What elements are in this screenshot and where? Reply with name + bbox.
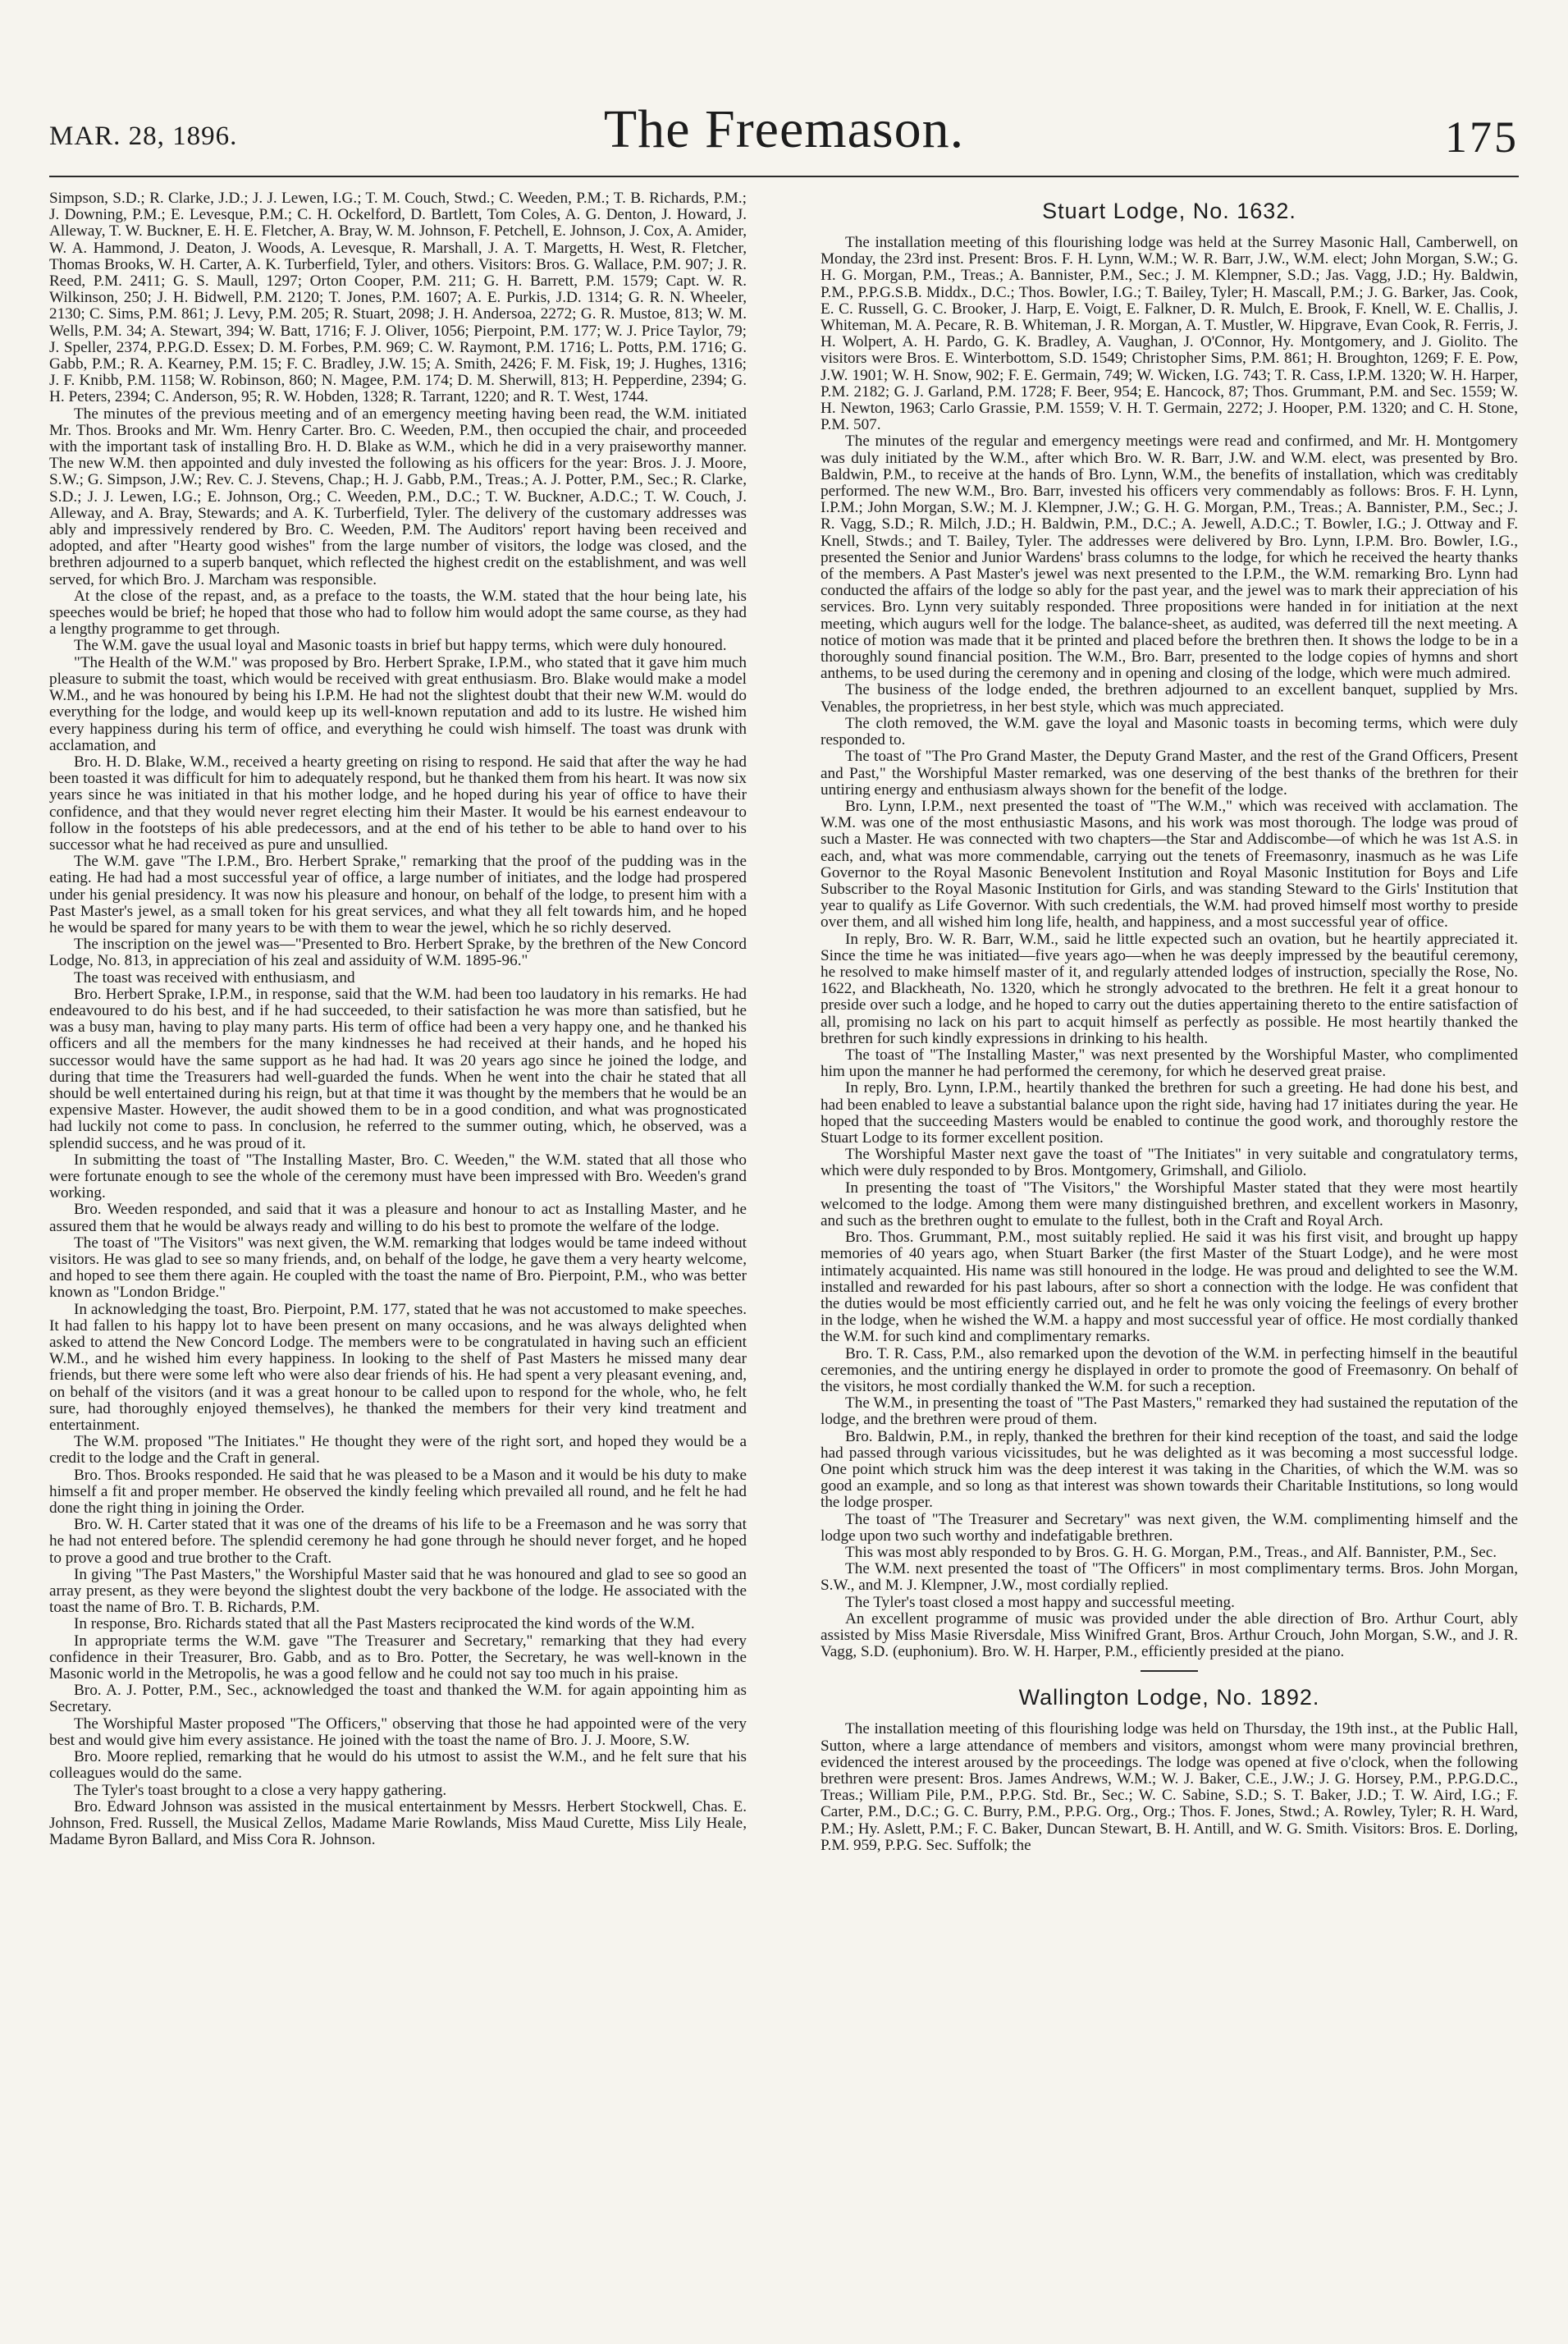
paragraph: Bro. Herbert Sprake, I.P.M., in response, said that the W.M. had been too laudatory in his remarks. He had endeavoured to do his best, and if he had succeeded, to their satisfaction he was more than satisfied, but he was a busy man, having to play many parts. His term of office had been a very happy one, and he thanked his officers and all the members for the many kindnesses he had received at their hands, and he hoped his successor would have the same support as he had had. It was 20 years ago since he joined the lodge, and during that time the Treasurers had well-guarded the funds. When he went into the chair he stated that all should be well entertained during his reign, but at that time it was thought by the members that he would be an expensive Master. However, the audit showed them to be in a good condition, and what was prognosticated had luckily not come to pass. In conclusion, he referred to the summer outing, which, he observed, was a splendid success, and he was proud of it. — [49, 985, 747, 1152]
paragraph: At the close of the repast, and, as a preface to the toasts, the W.M. stated that the hour being late, his speeches would be brief; he hoped that those who had to follow him would adopt the same course, as they had a lengthy programme to get through. — [49, 587, 747, 639]
paragraph: The installation meeting of this flourishing lodge was held at the Surrey Masonic Hall, Camberwell, on Monday, the 23rd inst. Present: Bros. F. H. Lynn, W.M.; W. R. Barr, J.W., W.M. elect; John Morgan, S.W.; G. H. G. Morgan, P.M., Treas.; A. Bannister, P.M., Sec.; J. M. Klempner, S.D.; Jas. Vagg, J.D.; Hy. Baldwin, P.M., P.P.G.S.B. Middx., D.C.; Thos. Bowler, I.G.; T. Bailey, Tyler; H. Mascall, P.M.; J. G. Barker, Jas. Cook, E. C. Russell, G. C. Brooker, J. Harp, E. Voigt, E. Falkner, D. R. Mulch, E. Brook, F. Knell, W. E. Challis, J. Whiteman, M. A. Pecare, R. B. Whiteman, J. R. Morgan, A. T. Mustler, W. Hipgrave, Evan Cook, R. Ferris, J. H. Wolpert, A. H. Pardo, G. K. Bradley, A. Vaughan, J. O'Connor, Hy. Montgomery, and J. Giolito. The visitors were Bros. E. Winterbottom, S.D. 1549; Christopher Sims, P.M. 861; H. Broughton, 1269; F. E. Pow, J.W. 1901; W. H. Snow, 902; F. E. Germain, 749; W. Wicken, I.G. 743; T. R. Cass, I.P.M. 1320; W. H. Harper, P.M. 2182; G. J. Garland, P.M. 1728; F. Beer, 954; E. Hancock, 87; Thos. Grummant, P.M. and Sec. 1559; W. H. Newton, 1963; Carlo Grassie, P.M. 1559; V. H. T. Germain, 2272; J. Hooper, P.M. 1320; and C. H. Stone, P.M. 507. — [821, 234, 1518, 434]
paragraph: The minutes of the regular and emergency meetings were read and confirmed, and Mr. H. Montgomery was duly initiated by the W.M., after which Bro. W. R. Barr, J.W. and W.M. elect, was presented by Bro. Baldwin, P.M., to receive at the hands of Bro. Lynn, W.M., the benefits of installation, which was creditably performed. The new W.M., Bro. Barr, invested his officers very commendably as follows: Bros. F. H. Lynn, I.P.M.; John Morgan, S.W.; M. J. Klempner, J.W.; G. H. G. Morgan, P.M., Treas.; A. Bannister, P.M., Sec.; J. R. Vagg, S.D.; R. Milch, J.D.; H. Baldwin, P.M., D.C.; A. Jewell, A.D.C.; T. Bowler, I.G.; J. Ottway and F. Knell, Stwds.; and T. Bailey, Tyler. The addresses were delivered by Bro. Lynn, I.P.M. Bro. Bowler, I.G., presented the Senior and Junior Wardens' brass columns to the lodge, for which he received the hearty thanks of the members. A Past Master's jewel was next presented to the I.P.M., the W.M. remarking Bro. Lynn had conducted the affairs of the lodge so ably for the past year, and the jewel was to mark their appreciation of his services. Bro. Lynn very suitably responded. Three propositions were handed in for initiation at the next meeting, which augurs well for the lodge. The balance-sheet, as audited, was deferred till the next meeting. A notice of motion was made that it be printed and placed before the brethren then. It shows the lodge to be in a thoroughly sound financial position. The W.M., Bro. Barr, presented to the lodge copies of hymns and short anthems, to be used during the ceremony and in opening and closing of the lodge, which were much admired. — [821, 433, 1518, 683]
paragraph: The inscription on the jewel was—"Presented to Bro. Herbert Sprake, by the brethren of the New Concord Lodge, No. 813, in appreciation of his zeal and assiduity of W.M. 1895-96." — [49, 936, 747, 970]
paragraph: The toast of "The Pro Grand Master, the Deputy Grand Master, and the rest of the Grand Officers, Present and Past," the Worshipful Master remarked, was one deserving of the best thanks of the brethren for their untiring energy and enthusiasm always shown for the benefit of the lodge. — [821, 748, 1518, 799]
paragraph: Bro. Weeden responded, and said that it was a pleasure and honour to act as Installing Master, and he assured them that he would be always ready and willing to do his best to promote the welfare of the lodge. — [49, 1201, 747, 1235]
paragraph: The Tyler's toast closed a most happy and successful meeting. — [845, 1593, 1235, 1611]
paragraph: The cloth removed, the W.M. gave the loyal and Masonic toasts in becoming terms, which were duly responded to. — [821, 714, 1518, 749]
paragraph: In reply, Bro. Lynn, I.P.M., heartily thanked the brethren for such a greeting. He had done his best, and had been enabled to leave a substantial balance upon the right side, having had 17 initiates during the year. He hoped that the succeeding Masters would be enabled to continue the good work, and thoroughly restore the Stuart Lodge to its former excellent position. — [821, 1079, 1518, 1147]
paragraph: The toast of "The Visitors" was next given, the W.M. remarking that lodges would be tame indeed without visitors. He was glad to see so many friends, and, on behalf of the lodge, he gave them a very hearty welcome, and hoped to see them there again. He coupled with the toast the name of Bro. Pierpoint, P.M., who was better known as "London Bridge." — [49, 1234, 747, 1302]
paragraph: In acknowledging the toast, Bro. Pierpoint, P.M. 177, stated that he was not accustomed to make speeches. It had fallen to his happy lot to have been present on many occasions, and he was always delighted when asked to attend the New Concord Lodge. The members were to be congratulated in having such an efficient W.M., and he wished him every happiness. In looking to the shelf of Past Masters he missed many dear friends, but there were some left who were also dear friends of his. He had spent a very pleasant evening, and, on behalf of the visitors (and it was a great honour to be called upon to respond for the whole, who, he felt sure, had thoroughly enjoyed themselves), he thanked the members for their very kind treatment and entertainment. — [49, 1300, 747, 1435]
page-number: 175 — [1445, 112, 1519, 162]
paragraph: The W.M. gave "The I.P.M., Bro. Herbert Sprake," remarking that the proof of the pudding was in the eating. He had had a most successful year of office, a large number of initiates, and the lodge had prospered under his genial presidency. It was now his pleasure and honour, on behalf of the lodge, to present him with a Past Master's jewel, as a small token for his great services, and what they all felt towards him, and he hoped he would be spared for many years to be with them to wear the jewel, which he so richly deserved. — [49, 853, 747, 936]
right-column — [821, 190, 1518, 1854]
left-column — [49, 190, 747, 1848]
paragraph: The installation meeting of this flourishing lodge was held on Thursday, the 19th inst., at the Public Hall, Sutton, where a large attendance of members and visitors, amongst whom were many provincial brethren, evidenced the interest aroused by the proceedings. The lodge was opened at five o'clock, when the following brethren were present: Bros. James Andrews, W.M.; W. J. Baker, C.E., J.W.; J. G. Horsey, P.M., P.P.G.D.C., Treas.; William Pile, P.M., P.P.G. Std. Br., Sec.; W. C. Sabine, S.D.; S. T. Baker, J.D.; T. W. Aird, I.G.; F. Carter, P.M., D.C.; G. C. Burry, P.M., P.P.G. Org., Org.; Thos. F. Jones, Stwd.; A. Rowley, Tyler; R. H. Ward, P.M.; Hy. Aslett, P.M.; F. C. Baker, Duncan Stewart, B. H. Antill, and W. G. Smith. Visitors: Bros. E. Dorling, P.M. 959, P.P.G. Sec. Suffolk; the — [821, 1720, 1518, 1854]
paragraph: Simpson, S.D.; R. Clarke, J.D.; J. J. Lewen, I.G.; T. M. Couch, Stwd.; C. Weeden, P.M.; T. B. Richards, P.M.; J. Downing, P.M.; E. Levesque, P.M.; C. H. Ockelford, D. Bartlett, Tom Coles, A. G. Denton, J. Howard, J. Alleway, T. W. Buckner, E. H. E. Fletcher, A. Bray, W. M. Johnson, F. Petchell, E. Johnson, J. Cox, A. Amider, W. A. Hammond, J. Deaton, J. Woods, A. Levesque, R. Marshall, J. A. T. Margetts, H. West, R. Fletcher, Thomas Brooks, W. H. Carter, A. K. Turberfield, Tyler, and others. Visitors: Bros. G. Wallace, P.M. 907; J. R. Reed, P.M. 2411; G. S. Maull, 1297; Orton Cooper, P.M. 211; G. H. Barrett, P.M. 1579; Capt. W. R. Wilkinson, 250; J. H. Bidwell, P.M. 2120; T. Jones, P.M. 1607; A. E. Purkis, J.D. 1314; G. R. N. Wheeler, 2130; C. Sims, P.M. 861; J. Levy, P.M. 205; R. Stuart, 2098; J. H. Andersoa, 2272; G. R. Mustoe, 813; W. M. Wells, P.M. 34; A. Stewart, 394; W. Batt, 1716; F. J. Oliver, 1056; Pierpoint, P.M. 177; W. J. Price Taylor, 79; J. Speller, 2374, P.P.G.D. Essex; D. M. Forbes, P.M. 969; C. W. Raymont, P.M. 1716; L. Potts, P.M. 1716; G. Gabb, P.M.; R. A. Kearney, P.M. 15; F. C. Bradley, J.W. 15; A. Smith, 2426; F. M. Fisk, 19; J. Hughes, 1316; J. F. Knibb, P.M. 1158; W. Robinson, 860; N. Magee, P.M. 174; D. M. Sherwill, 813; H. Pepperdine, 2394; G. H. Peters, 2394; C. Anderson, 95; R. W. Hobden, 1328; R. Tarrant, 1220; and R. T. West, 1744. — [49, 190, 747, 406]
paragraph: The Worshipful Master next gave the toast of "The Initiates" in very suitable and congratulatory terms, which were duly responded to by Bros. Montgomery, Grimshall, and Giliolo. — [821, 1146, 1518, 1180]
paragraph: The business of the lodge ended, the brethren adjourned to an excellent banquet, supplied by Mrs. Venables, the proprietress, in her best style, which was much appreciated. — [821, 681, 1518, 716]
paragraph: The W.M. next presented the toast of "The Officers" in most complimentary terms. Bros. John Morgan, S.W., and M. J. Klempner, J.W., most cordially replied. — [821, 1560, 1518, 1595]
paragraph: Bro. Baldwin, P.M., in reply, thanked the brethren for their kind reception of the toast, and said the lodge had passed through various vicissitudes, but he was delighted as it was becoming a most successful lodge. One point which struck him was the deep interest it was taking in the Charities, of which the W.M. was so good an example, and so long as that interest was shown towards their Charitable Institutions, so long would the lodge prosper. — [821, 1427, 1518, 1512]
paragraph: The W.M., in presenting the toast of "The Past Masters," remarked they had sustained the reputation of the lodge, and the brethren were proud of them. — [821, 1394, 1518, 1429]
paragraph: The Tyler's toast brought to a close a very happy gathering. — [74, 1781, 447, 1799]
paragraph: The minutes of the previous meeting and of an emergency meeting having been read, the W.M. initiated Mr. Thos. Brooks and Mr. Wm. Henry Carter. Bro. C. Weeden, P.M., then occupied the chair, and proceeded with the important task of installing Bro. H. D. Blake as W.M., which he did in a very praiseworthy manner. The new W.M. then appointed and duly invested the following as his officers for the year: Bros. J. J. Moore, S.W.; G. Simpson, J.W.; Rev. C. J. Stevens, Chap.; H. J. Gabb, P.M., Treas.; A. J. Potter, P.M., Sec.; R. Clarke, S.D.; J. J. Lewen, I.G.; E. Johnson, Org.; C. Weeden, P.M., D.C.; T. W. Buckner, A.D.C.; T. W. Couch, J. Alleway, and A. Bray, Stewards; and A. K. Turberfield, Tyler. The delivery of the customary addresses was ably and impressively rendered by Bro. C. Weeden, P.M. The Auditors' report having been received and adopted, and after "Hearty good wishes" from the large number of visitors, the lodge was closed, and the brethren adjourned to a superb banquet, which reflected the highest credit on the establishment, and was well served, for which Bro. J. Marcham was responsible. — [49, 405, 747, 588]
paragraph: In appropriate terms the W.M. gave "The Treasurer and Secretary," remarking that they had every confidence in their Treasurer, Bro. Gabb, and as to Bro. Potter, the Secretary, he was well-known in the Masonic world in the Metropolis, he was a good fellow and he could not say too much in his praise. — [49, 1632, 747, 1683]
paragraph: Bro. A. J. Potter, P.M., Sec., acknowledged the toast and thanked the W.M. for again appointing him as Secretary. — [49, 1682, 747, 1716]
section-divider — [1141, 1670, 1198, 1672]
issue-date: MAR. 28, 1896. — [49, 121, 238, 151]
paragraph: Bro. T. R. Cass, P.M., also remarked upon the devotion of the W.M. in perfecting himself in the beautiful ceremonies, and the untiring energy he displayed in order to promote the good of Freemasonry. On behalf of the visitors, he most cordially thanked the W.M. for such a reception. — [821, 1344, 1518, 1396]
masthead-rule — [49, 176, 1519, 177]
paragraph: The toast of "The Treasurer and Secretary" was next given, the W.M. complimenting himself and the lodge upon two such worthy and indefatigable brethren. — [821, 1510, 1518, 1545]
wallington-lodge-heading: Wallington Lodge, No. 1892. — [1018, 1685, 1320, 1710]
paragraph: Bro. Moore replied, remarking that he would do his utmost to assist the W.M., and he felt sure that his colleagues would do the same. — [49, 1748, 747, 1783]
paragraph: Bro. Thos. Grummant, P.M., most suitably replied. He said it was his first visit, and brought up happy memories of 40 years ago, when Stuart Barker (the first Master of the Stuart Lodge), and he were most intimately acquainted. His name was still honoured in the lodge. He was proud and delighted to see the W.M. installed and rewarded for his past labours, after so short a connection with the lodge. He was confident that the duties would be most efficiently carried out, and he felt he was only voicing the feelings of every brother in the lodge, when he wished the W.M. a happy and most successful year of office. He most cordially thanked the W.M. for such kind and complimentary remarks. — [821, 1229, 1518, 1346]
paragraph: The toast of "The Installing Master," was next presented by the Worshipful Master, who complimented him upon the manner he had performed the ceremony, for which he deserved great praise. — [821, 1046, 1518, 1081]
newspaper-title: The Freemason. — [603, 99, 965, 159]
paragraph: In reply, Bro. W. R. Barr, W.M., said he little expected such an ovation, but he heartily appreciated it. Since the time he was initiated—five years ago—when he was deeply impressed by the beautiful ceremony, he resolved to make himself master of it, and regularly attended lodges of instruction, specially the Rose, No. 1622, and Blackheath, No. 1320, which he strongly advocated to the brethren. He felt it a great honour to preside over such a lodge, and he hoped to carry out the duties appertaining thereto to the entire satisfaction of all, promising no lack on his part to acquit himself as perfectly as possible. He most heartily thanked the brethren for such kindly expressions in drinking to his health. — [821, 930, 1518, 1047]
paragraph: Bro. Lynn, I.P.M., next presented the toast of "The W.M.," which was received with acclamation. The W.M. was one of the most enthusiastic Masons, and his work was most thorough. The lodge was proud of such a Master. He was connected with two chapters—the Star and Addiscombe—of which he was 1st A.S. in each, and, what was more commendable, carrying out the tenets of Freemasonry, inasmuch as he was Life Governor to the Royal Masonic Benevolent Institution and Royal Masonic Institution for Boys and Life Subscriber to the Royal Masonic Institution for Girls, and was standing Steward to the Girls' Institution that year to qualify as Life Governor. With such credentials, the W.M. had proved himself most worthy to preside over them, and all wished him long life, health, and happiness, and a most successful year of office. — [821, 797, 1518, 932]
paragraph: In presenting the toast of "The Visitors," the Worshipful Master stated that they were most heartily welcomed to the lodge. Among them were many distinguished brethren, and excellent workers in Masonry, and such as the brethren ought to emulate to the fullest, both in the Craft and Royal Arch. — [821, 1179, 1518, 1229]
paragraph: An excellent programme of music was provided under the able direction of Bro. Arthur Court, ably assisted by Miss Masie Riversdale, Miss Winifred Grant, Bros. Arthur Crouch, John Morgan, S.W., and J. R. Vagg, S.D. (euphonium). Bro. W. H. Harper, P.M., efficiently presided at the piano. — [821, 1609, 1518, 1661]
paragraph: In submitting the toast of "The Installing Master, Bro. C. Weeden," the W.M. stated that all those who were fortunate enough to see the whole of the ceremony must have been impressed with Bro. Weeden's grand working. — [49, 1151, 747, 1202]
paragraph: Bro. Thos. Brooks responded. He said that he was pleased to be a Mason and it would be his duty to make himself a fit and proper member. He observed the kindly feeling which prevailed all round, and he felt he had done the right thing in joining the Order. — [49, 1466, 747, 1518]
paragraph: The W.M. proposed "The Initiates." He thought they were of the right sort, and hoped they would be a credit to the lodge and the Craft in general. — [49, 1433, 747, 1467]
paragraph: Bro. W. H. Carter stated that it was one of the dreams of his life to be a Freemason and he was sorry that he had not entered before. The splendid ceremony he had gone through he should never forget, and he hoped to prove a good and true brother to the Craft. — [49, 1516, 747, 1567]
paragraph: In response, Bro. Richards stated that all the Past Masters reciprocated the kind words of the W.M. — [74, 1615, 695, 1633]
paragraph: This was most ably responded to by Bros. G. H. G. Morgan, P.M., Treas., and Alf. Bannister, P.M., Sec. — [845, 1544, 1497, 1562]
paragraph: Bro. Edward Johnson was assisted in the musical entertainment by Messrs. Herbert Stockwell, Chas. E. Johnson, Fred. Russell, the Musical Zellos, Madame Marie Rowlands, Miss Maud Curette, Miss Lily Heale, Madame Byron Ballard, and Miss Cora R. Johnson. — [49, 1797, 747, 1849]
paragraph: The Worshipful Master proposed "The Officers," observing that those he had appointed were of the very best and would give him every assistance. He joined with the toast the name of Bro. J. J. Moore, S.W. — [49, 1715, 747, 1749]
paragraph: The W.M. gave the usual loyal and Masonic toasts in brief but happy terms, which were duly honoured. — [74, 637, 727, 655]
stuart-lodge-heading: Stuart Lodge, No. 1632. — [1042, 199, 1296, 223]
paragraph: The toast was received with enthusiasm, and — [74, 968, 355, 987]
paragraph: "The Health of the W.M." was proposed by Bro. Herbert Sprake, I.P.M., who stated that it gave him much pleasure to submit the toast, which would be received with great enthusiasm. Bro. Blake would make a model W.M., and he was honoured by being his I.P.M. He had not the slightest doubt that their new W.M. would do everything for the lodge, and would keep up its well-known reputation and add to its lustre. He wished him every happiness during his term of office, and everything he could wish himself. The toast was drunk with acclamation, and — [49, 653, 747, 754]
masthead — [49, 98, 1519, 172]
paragraph: Bro. H. D. Blake, W.M., received a hearty greeting on rising to respond. He said that after the way he had been toasted it was difficult for him to adequately respond, but he thanked them from his heart. It was now six years since he was initiated in that his mother lodge, and he hoped during his year of office to have their confidence, and that they would never regret electing him their Master. It would be his earnest endeavour to follow in the footsteps of his able predecessors, and at the end of his tether to be able to hand over to his successor what he had received as pure and unsullied. — [49, 753, 747, 854]
paragraph: In giving "The Past Masters," the Worshipful Master said that he was honoured and glad to see so good an array present, as they were beyond the slightest doubt the very backbone of the lodge. He associated with the toast the name of Bro. T. B. Richards, P.M. — [49, 1565, 747, 1617]
